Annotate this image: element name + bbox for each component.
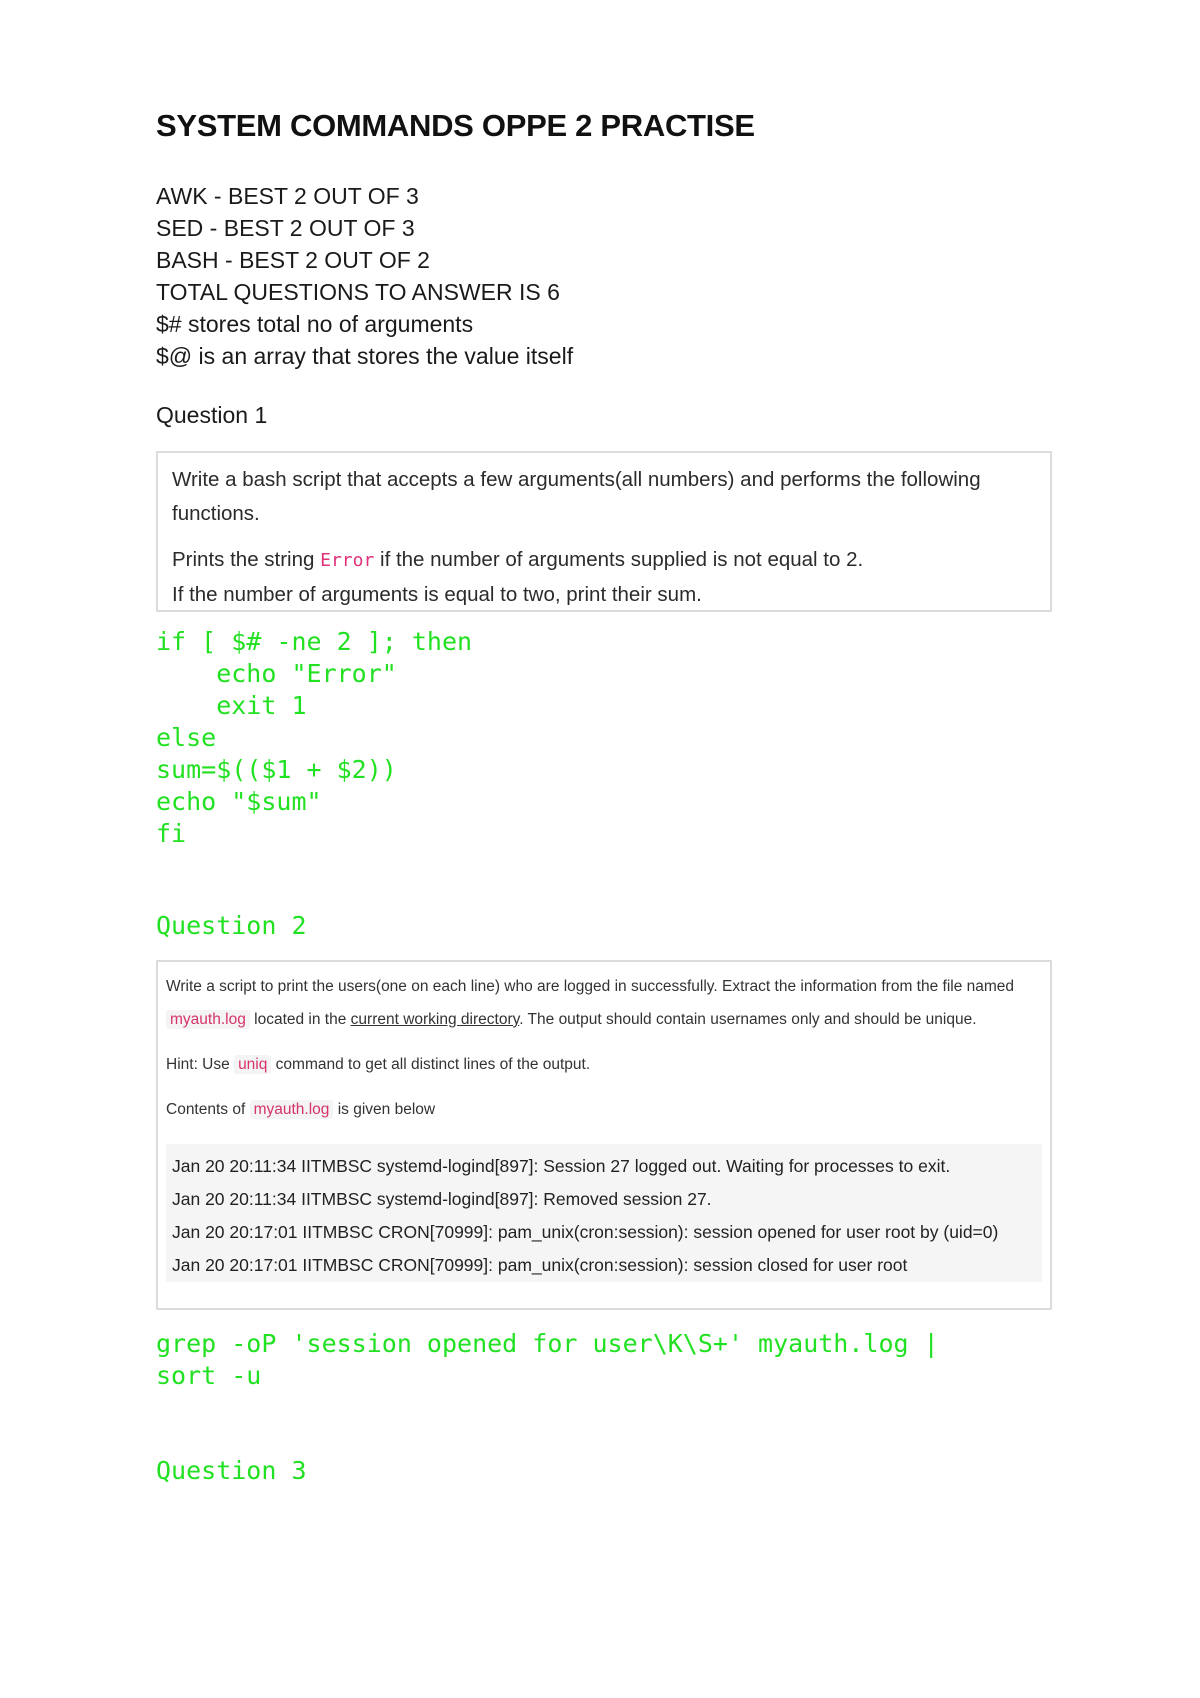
question-2-contents-label: [166, 1093, 1042, 1126]
document-title: SYSTEM COMMANDS OPPE 2 PRACTISE: [156, 108, 755, 143]
note-awk: AWK - BEST 2 OUT OF 3: [156, 183, 419, 209]
question-1-prompt-line1: Write a bash script that accepts a few arguments(all numbers) and performs the following functions.: [172, 468, 981, 525]
prompt-text: located in the: [249, 1011, 351, 1028]
question-2-answer-code: grep -oP 'session opened for user\K\S+' myauth.log | sort -u: [156, 1329, 939, 1390]
question-1-heading: Question 1: [156, 402, 268, 428]
file-name-tag: myauth.log: [166, 1010, 250, 1029]
log-line: Jan 20 20:11:34 IITMBSC systemd-logind[897]: Removed session 27.: [172, 1189, 712, 1209]
error-inline-code: Error: [320, 550, 375, 571]
prompt-text: if the number of arguments supplied is not equal to 2.: [374, 548, 864, 571]
note-sed: SED - BEST 2 OUT OF 3: [156, 215, 415, 241]
log-line: Jan 20 20:17:01 IITMBSC CRON[70999]: pam_unix(cron:session): session opened for user root by (uid=0): [172, 1222, 999, 1242]
note-arg-count: $# stores total no of arguments: [156, 311, 474, 337]
hint-text: Hint: Use: [166, 1056, 235, 1073]
question-1-prompt-box: [156, 451, 1052, 612]
note-total-questions: TOTAL QUESTIONS TO ANSWER IS 6: [156, 279, 560, 305]
log-line: Jan 20 20:17:01 IITMBSC CRON[70999]: pam_unix(cron:session): session closed for user root: [172, 1255, 908, 1275]
question-2-heading: Question 2: [156, 911, 307, 940]
note-bash: BASH - BEST 2 OUT OF 2: [156, 247, 430, 273]
exam-notes-list: [156, 180, 573, 372]
question-1-prompt-line2: [172, 543, 1036, 578]
current-working-directory-link[interactable]: current working directory: [350, 1011, 520, 1028]
log-contents-box[interactable]: [166, 1144, 1042, 1282]
uniq-command-tag: uniq: [234, 1055, 271, 1074]
log-line: Jan 20 20:11:34 IITMBSC systemd-logind[897]: Session 27 logged out. Waiting for processes to exit.: [172, 1156, 951, 1176]
file-name-tag: myauth.log: [250, 1100, 334, 1119]
prompt-text: Prints the string: [172, 548, 321, 571]
contents-text: Contents of: [166, 1101, 250, 1118]
contents-text: is given below: [333, 1101, 436, 1118]
question-3-heading: Question 3: [156, 1456, 307, 1485]
prompt-text: . The output should contain usernames only and should be unique.: [519, 1011, 977, 1028]
prompt-text: Write a script to print the users(one on each line) who are logged in successfully. Extract the information from the file named: [166, 978, 1015, 995]
question-2-prompt: [166, 970, 1042, 1036]
question-2-prompt-box: [156, 960, 1052, 1310]
hint-text: command to get all distinct lines of the output.: [271, 1056, 591, 1073]
note-arg-array: $@ is an array that stores the value itself: [156, 343, 574, 369]
question-2-hint: [166, 1048, 1042, 1081]
question-1-prompt-line3: If the number of arguments is equal to two, print their sum.: [172, 583, 702, 606]
question-1-answer-code: if [ $# -ne 2 ]; then echo "Error" exit 1 else sum=$(($1 + $2)) echo "$sum" fi: [156, 627, 473, 848]
